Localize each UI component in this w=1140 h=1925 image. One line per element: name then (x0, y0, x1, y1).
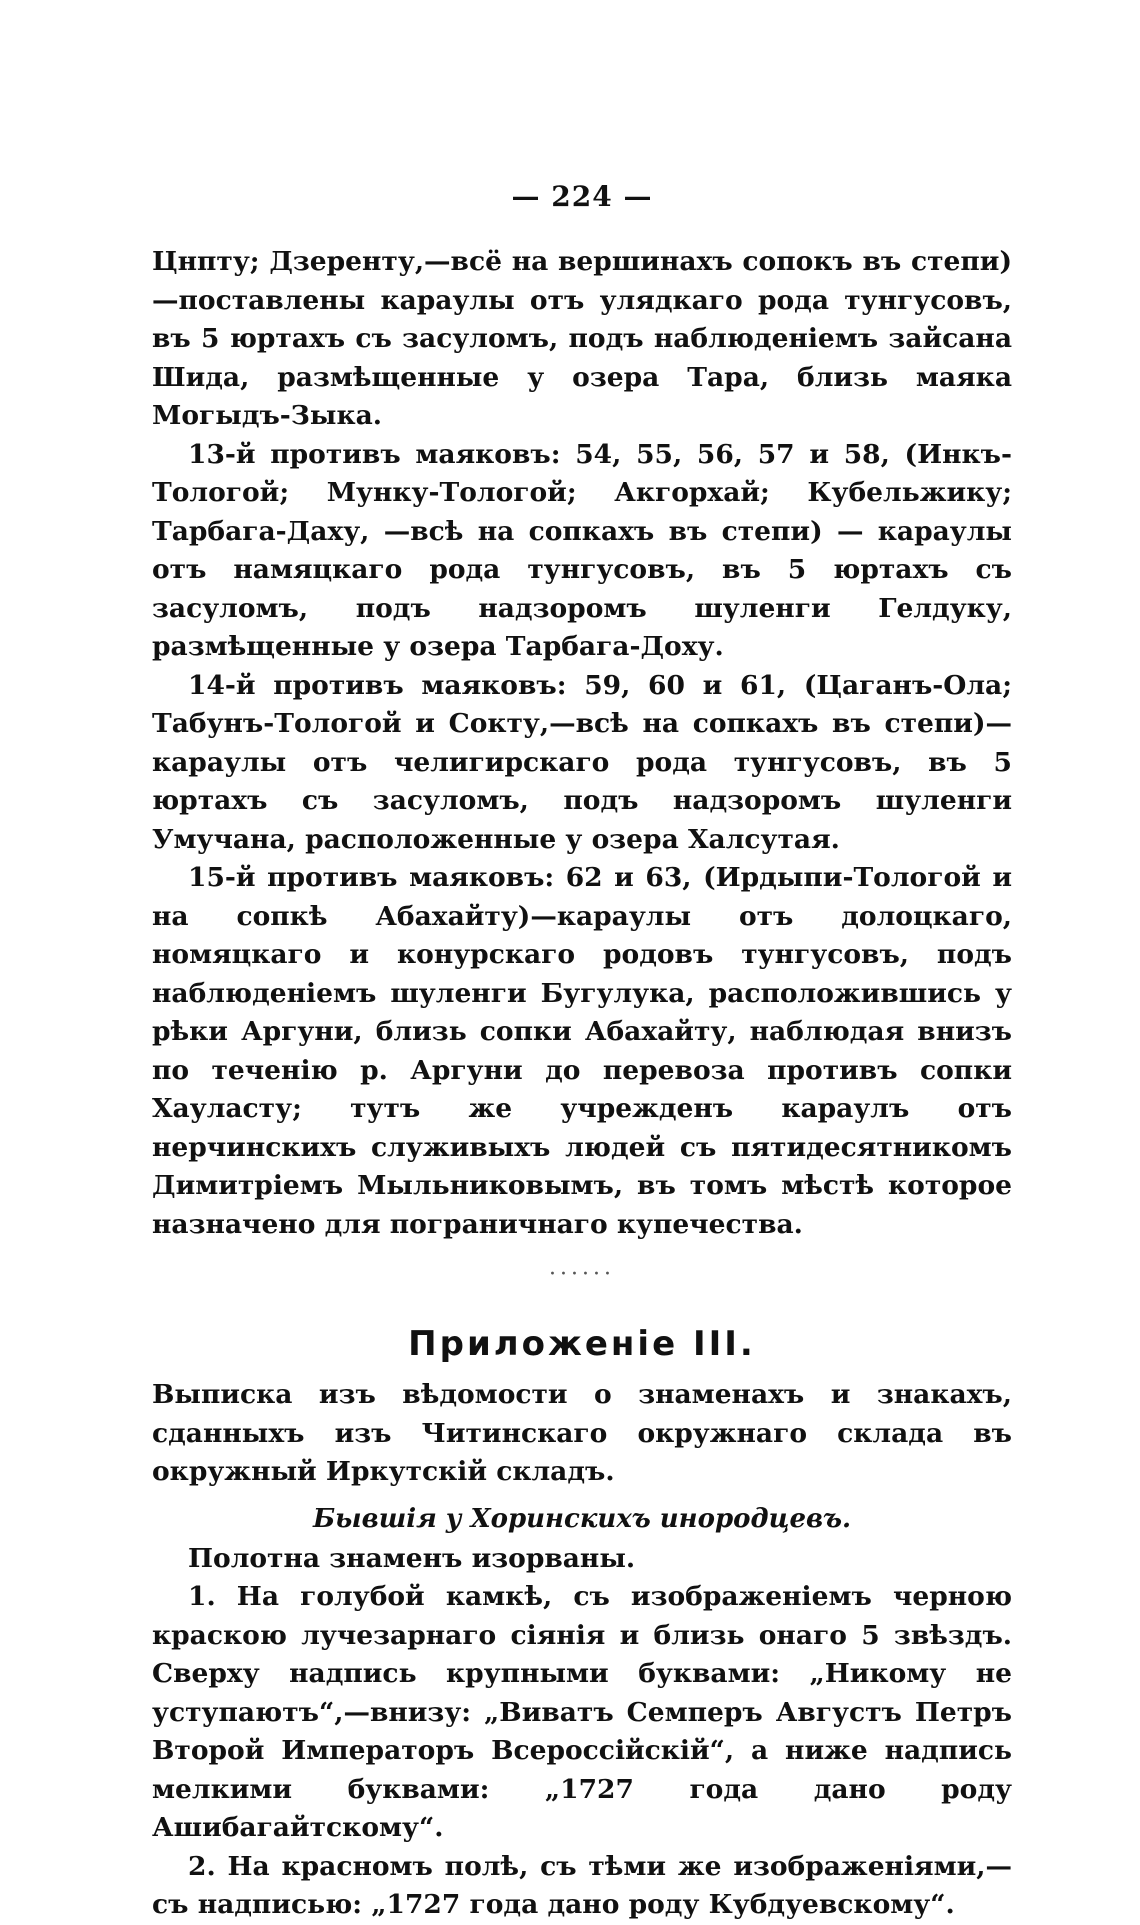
appendix-title: Приложеніе III. (408, 1324, 756, 1364)
paragraph-continuation: Цнпту; Дзеренту,—всё на вершинахъ сопокъ въ степи)—поставлены караулы отъ улядкаго рода тунгусовъ, въ 5 юртахъ съ засуломъ, подъ наблюденіемъ зайсана Шида, размѣщенные у озера Тара, близь маяка Могыдъ-Зыка. (152, 246, 1012, 431)
document-page (152, 180, 1012, 1925)
paragraph-14: 14-й противъ маяковъ: 59, 60 и 61, (Цаганъ-Ола; Табунъ-Тологой и Сокту,—всѣ на сопкахъ въ степи)—караулы отъ челигирскаго рода тунгусовъ, въ 5 юртахъ съ засуломъ, подъ надзоромъ шуленги Умучана, расположенные у озера Халсутая. (152, 669, 1012, 855)
appendix-subheading: Бывшія у Хоринскихъ инородцевъ. (312, 1503, 852, 1534)
paragraph-13: 13-й противъ маяковъ: 54, 55, 56, 57 и 58, (Инкъ-Тологой; Мунку-Тологой; Акгорхай; Кубельжику; Тарбага-Даху, —всѣ на сопкахъ въ степи) — караулы отъ намяцкаго рода тунгусовъ, въ 5 юртахъ съ засуломъ, подъ надзоромъ шуленги Гелдуку, размѣщенные у озера Тарбага-Доху. (152, 438, 1012, 662)
appendix-intro: Выписка изъ вѣдомости о знаменахъ и знакахъ, сданныхъ изъ Читинскаго окружнаго склада въ окружный Иркутскій складъ. (152, 1379, 1012, 1487)
paragraph-15: 15-й противъ маяковъ: 62 и 63, (Ирдыпи-Тологой и на сопкѣ Абахайту)—караулы отъ долоцкаго, номяцкаго и конурскаго родовъ тунгусовъ, подъ наблюденіемъ шуленги Бугулука, расположившись у рѣки Аргуни, близь сопки Абахайту, наблюдая внизъ по теченію р. Аргуни до перевоза противъ сопки Хауласту; тутъ же учрежденъ караулъ отъ нерчинскихъ служивыхъ людей съ пятидесятникомъ Димитріемъ Мыльниковымъ, въ томъ мѣстѣ которое назначено для пограничнаго купечества. (152, 862, 1012, 1240)
page-number: — 224 — (511, 180, 653, 213)
appendix-item: 1. На голубой камкѣ, съ изображеніемъ черною краскою лучезарнаго сіянія и близь онаго 5 звѣздъ. Сверху надпись крупными буквами: „Никому не уступаютъ“,—внизу: „Виватъ Семперъ Августъ Петръ Второй Императоръ Всероссійскій“, а ниже надпись мелкими буквами: „1727 года дано роду Ашибагайтскому“. (152, 1581, 1012, 1843)
section-separator: ······ (549, 1262, 615, 1287)
appendix-item: Полотна знаменъ изорваны. (188, 1542, 636, 1574)
appendix-item: 2. На красномъ полѣ, съ тѣми же изображеніями,—съ надписью: „1727 года дано роду Кубдуевскому“. (152, 1850, 1012, 1920)
